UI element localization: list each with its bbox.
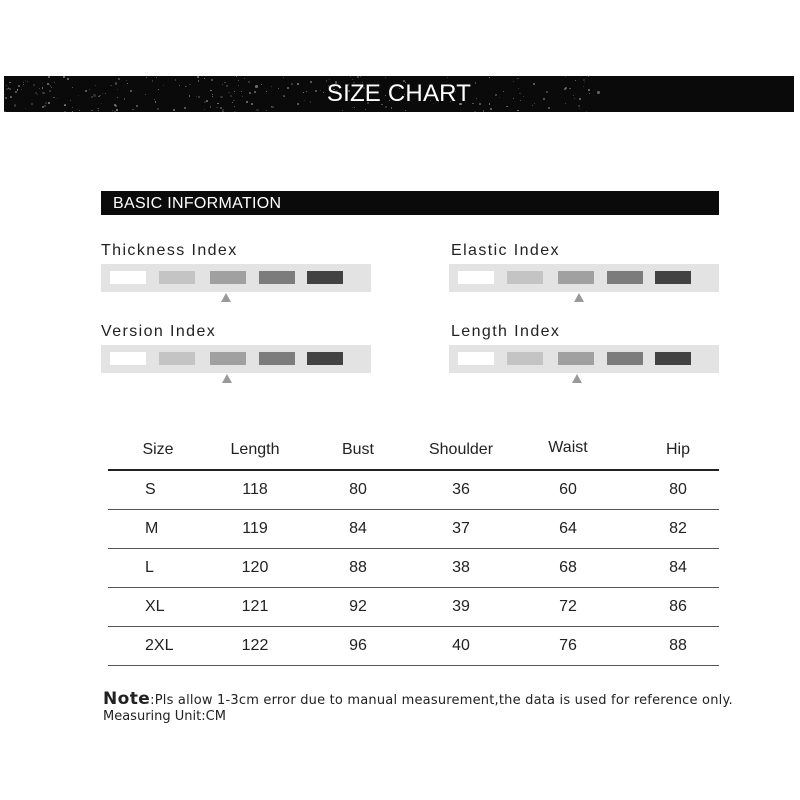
scale-swatch-2 [159, 271, 195, 284]
scale-swatch-1 [458, 271, 494, 284]
cell-shoulder: 38 [452, 559, 470, 576]
header-waist: Waist [548, 438, 588, 456]
table-row [108, 510, 719, 549]
scale-swatch-4 [259, 352, 295, 365]
scale-swatch-1 [110, 352, 146, 365]
note-label: Note [103, 689, 151, 709]
cell-size: M [145, 520, 159, 537]
cell-size: L [145, 559, 154, 576]
cell-bust: 92 [349, 598, 367, 615]
cell-size: S [145, 481, 156, 498]
cell-bust: 96 [349, 637, 367, 654]
scale-swatch-3 [558, 352, 594, 365]
scale-swatch-3 [558, 271, 594, 284]
version-level-marker-icon [222, 374, 232, 383]
size-table [108, 430, 719, 666]
thickness-index-scale [101, 264, 371, 292]
cell-length: 121 [241, 598, 269, 615]
scale-swatch-3 [210, 271, 246, 284]
basic-information-bar [101, 191, 719, 215]
cell-waist: 72 [559, 598, 577, 615]
thickness-level-marker-icon [221, 293, 231, 302]
table-header-row [108, 430, 719, 471]
scale-swatch-4 [259, 271, 295, 284]
length-index-label: Length Index [451, 323, 561, 340]
cell-shoulder: 36 [452, 481, 470, 498]
cell-shoulder: 40 [452, 637, 470, 654]
cell-waist: 76 [559, 637, 577, 654]
cell-bust: 84 [349, 520, 367, 537]
scale-swatch-5 [307, 352, 343, 365]
cell-waist: 68 [559, 559, 577, 576]
cell-hip: 82 [669, 520, 687, 537]
scale-swatch-1 [458, 352, 494, 365]
scale-swatch-5 [307, 271, 343, 284]
cell-hip: 86 [669, 598, 687, 615]
table-row [108, 627, 719, 666]
scale-swatch-1 [110, 271, 146, 284]
length-index-scale [449, 345, 719, 373]
cell-hip: 84 [669, 559, 687, 576]
cell-shoulder: 37 [452, 520, 470, 537]
measurement-note [103, 689, 733, 709]
banner-title: SIZE CHART [326, 80, 472, 107]
cell-bust: 80 [349, 481, 367, 498]
header-shoulder: Shoulder [428, 440, 494, 458]
cell-hip: 88 [669, 637, 687, 654]
version-index-scale [101, 345, 371, 373]
size-chart-banner [4, 76, 794, 112]
elastic-level-marker-icon [574, 293, 584, 302]
cell-shoulder: 39 [452, 598, 470, 615]
header-bust: Bust [341, 440, 374, 458]
header-size: Size [142, 440, 174, 458]
length-level-marker-icon [572, 374, 582, 383]
note-text: :Pls allow 1-3cm error due to manual measurement,the data is used for reference only. [150, 693, 733, 708]
cell-waist: 60 [559, 481, 577, 498]
cell-length: 122 [241, 637, 269, 654]
scale-swatch-5 [655, 352, 691, 365]
version-index-label: Version Index [101, 323, 217, 340]
header-hip: Hip [665, 440, 690, 458]
scale-swatch-2 [507, 271, 543, 284]
cell-length: 118 [242, 481, 268, 498]
table-row [108, 549, 719, 588]
cell-length: 120 [241, 559, 269, 576]
scale-swatch-2 [159, 352, 195, 365]
elastic-index-label: Elastic Index [451, 242, 560, 259]
section-title: BASIC INFORMATION [113, 195, 282, 212]
scale-swatch-4 [607, 352, 643, 365]
scale-swatch-4 [607, 271, 643, 284]
elastic-index-scale [449, 264, 719, 292]
measuring-unit: Measuring Unit:CM [103, 709, 226, 724]
scale-swatch-3 [210, 352, 246, 365]
table-row [108, 588, 719, 627]
thickness-index-label: Thickness Index [101, 242, 238, 259]
cell-size: 2XL [145, 637, 174, 654]
cell-bust: 88 [349, 559, 367, 576]
cell-waist: 64 [559, 520, 577, 537]
header-length: Length [230, 440, 280, 458]
cell-length: 119 [242, 520, 268, 537]
table-row [108, 471, 719, 510]
cell-size: XL [145, 598, 165, 615]
scale-swatch-2 [507, 352, 543, 365]
scale-swatch-5 [655, 271, 691, 284]
cell-hip: 80 [669, 481, 687, 498]
